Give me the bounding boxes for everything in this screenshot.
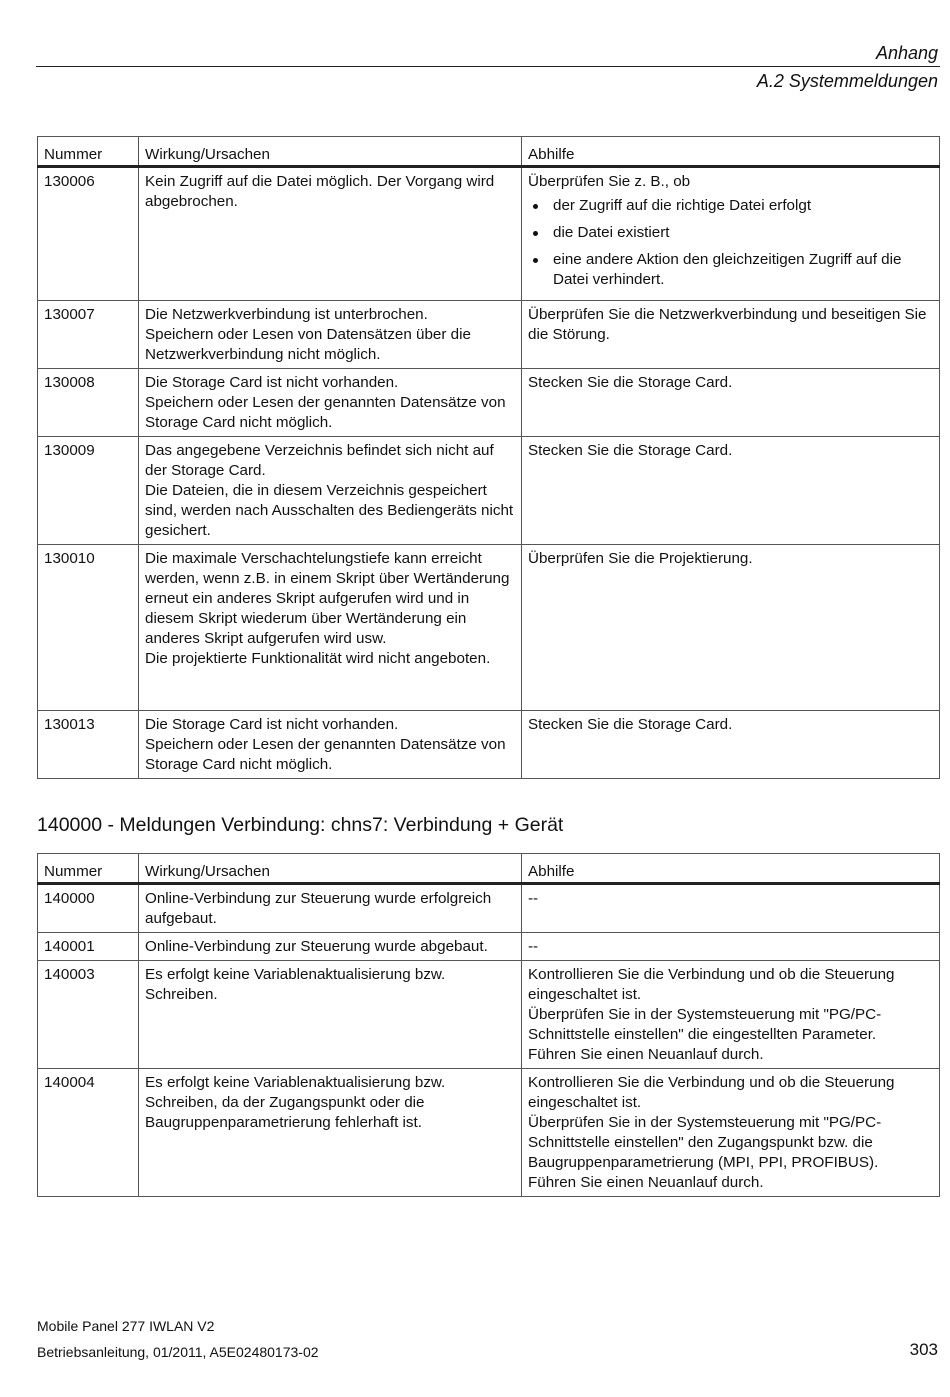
message-number: 130007 [38, 301, 139, 369]
remedy-text: Stecken Sie die Storage Card. [528, 716, 733, 733]
table-header-row [38, 137, 940, 167]
message-cause [139, 301, 522, 369]
header-divider [36, 66, 940, 67]
cause-text: Das angegebene Verzeichnis befindet sich nicht auf der Storage Card. [145, 442, 494, 479]
system-messages-table-130000 [37, 136, 940, 779]
message-number: 140001 [38, 933, 139, 961]
cause-text: Speichern oder Lesen der genannten Datensätze von Storage Card nicht möglich. [145, 394, 506, 431]
section-heading: 140000 - Meldungen Verbindung: chns7: Verbindung + Gerät [37, 814, 564, 836]
table-row [38, 301, 940, 369]
remedy-text: Überprüfen Sie in der Systemsteuerung mit "PG/PC-Schnittstelle einstellen" die eingestellten Parameter. [528, 1006, 882, 1043]
remedy-text: Führen Sie einen Neuanlauf durch. [528, 1046, 764, 1063]
message-cause [139, 437, 522, 545]
column-header-cause: Wirkung/Ursachen [139, 137, 522, 167]
remedy-text: Überprüfen Sie in der Systemsteuerung mit "PG/PC-Schnittstelle einstellen" den Zugangspunkt bzw. die Baugruppenparametrierung (MPI, PPI, PROFIBUS). [528, 1114, 882, 1171]
remedy-text: Überprüfen Sie die Netzwerkverbindung und beseitigen Sie die Störung. [528, 306, 927, 343]
cause-text: Es erfolgt keine Variablenaktualisierung bzw. Schreiben. [145, 966, 446, 1003]
cause-text: Die maximale Verschachtelungstiefe kann erreicht werden, wenn z.B. in einem Skript über Wertänderung erneut ein anderes Skript aufgerufen wird und in diesem Skript wiederum über Wertänderung ein anderes Skript aufgerufen wird usw. [145, 550, 510, 647]
message-number: 130009 [38, 437, 139, 545]
table-row [38, 545, 940, 711]
message-cause [139, 961, 522, 1069]
remedy-text: -- [528, 890, 539, 907]
message-remedy [522, 1069, 940, 1197]
cause-text: Die Storage Card ist nicht vorhanden. [145, 716, 399, 733]
table-row [38, 884, 940, 933]
footer-document-info: Betriebsanleitung, 01/2011, A5E02480173-02 [37, 1344, 319, 1360]
list-item: eine andere Aktion den gleichzeitigen Zugriff auf die Datei verhindert. [553, 250, 933, 290]
remedy-text: Überprüfen Sie die Projektierung. [528, 550, 753, 567]
cause-text: Online-Verbindung zur Steuerung wurde abgebaut. [145, 938, 488, 955]
message-remedy [522, 961, 940, 1069]
message-number: 130010 [38, 545, 139, 711]
page-number: 303 [909, 1340, 938, 1359]
message-remedy [522, 711, 940, 779]
message-cause [139, 545, 522, 711]
table-header-row [38, 854, 940, 884]
remedy-text: Kontrollieren Sie die Verbindung und ob die Steuerung eingeschaltet ist. [528, 1074, 895, 1111]
message-remedy [522, 369, 940, 437]
message-number: 130008 [38, 369, 139, 437]
remedy-bullet-list [528, 196, 933, 290]
cause-text: Die Storage Card ist nicht vorhanden. [145, 374, 399, 391]
cause-text: Die Dateien, die in diesem Verzeichnis gespeichert sind, werden nach Ausschalten des Bediengeräts nicht gesichert. [145, 482, 514, 539]
running-header-chapter: Anhang [875, 43, 938, 63]
message-number: 140003 [38, 961, 139, 1069]
cause-text: Online-Verbindung zur Steuerung wurde erfolgreich aufgebaut. [145, 890, 492, 927]
cause-text: Es erfolgt keine Variablenaktualisierung bzw. Schreiben, da der Zugangspunkt oder die Baugruppenparametrierung fehlerhaft ist. [145, 1074, 446, 1131]
column-header-number: Nummer [38, 854, 139, 884]
remedy-text: -- [528, 938, 539, 955]
message-number: 130006 [38, 167, 139, 301]
remedy-text: Überprüfen Sie z. B., ob [528, 173, 691, 190]
table-row [38, 1069, 940, 1197]
message-cause [139, 884, 522, 933]
column-header-remedy: Abhilfe [522, 854, 940, 884]
message-remedy [522, 545, 940, 711]
message-remedy [522, 884, 940, 933]
message-remedy [522, 933, 940, 961]
table-row [38, 437, 940, 545]
cause-text: Die Netzwerkverbindung ist unterbrochen. [145, 306, 428, 323]
message-cause [139, 933, 522, 961]
list-item: die Datei existiert [553, 223, 933, 243]
remedy-text: Stecken Sie die Storage Card. [528, 374, 733, 391]
list-item: der Zugriff auf die richtige Datei erfolgt [553, 196, 933, 216]
message-remedy [522, 167, 940, 301]
message-remedy [522, 301, 940, 369]
remedy-text: Kontrollieren Sie die Verbindung und ob die Steuerung eingeschaltet ist. [528, 966, 895, 1003]
remedy-text: Stecken Sie die Storage Card. [528, 442, 733, 459]
cause-text: Die projektierte Funktionalität wird nicht angeboten. [145, 650, 491, 667]
message-number: 140000 [38, 884, 139, 933]
table-row [38, 933, 940, 961]
message-number: 140004 [38, 1069, 139, 1197]
message-cause [139, 711, 522, 779]
cause-text: Speichern oder Lesen der genannten Datensätze von Storage Card nicht möglich. [145, 736, 506, 773]
table-row [38, 711, 940, 779]
message-cause [139, 369, 522, 437]
running-header-section: A.2 Systemmeldungen [756, 71, 938, 91]
message-cause [139, 167, 522, 301]
table-row [38, 961, 940, 1069]
cause-text: Kein Zugriff auf die Datei möglich. Der Vorgang wird abgebrochen. [145, 173, 495, 210]
message-number: 130013 [38, 711, 139, 779]
table-row [38, 167, 940, 301]
footer-product-name: Mobile Panel 277 IWLAN V2 [37, 1318, 215, 1334]
cause-text: Speichern oder Lesen von Datensätzen über die Netzwerkverbindung nicht möglich. [145, 326, 471, 363]
remedy-text: Führen Sie einen Neuanlauf durch. [528, 1174, 764, 1191]
table-row [38, 369, 940, 437]
column-header-number: Nummer [38, 137, 139, 167]
column-header-remedy: Abhilfe [522, 137, 940, 167]
column-header-cause: Wirkung/Ursachen [139, 854, 522, 884]
message-remedy [522, 437, 940, 545]
system-messages-table-140000 [37, 853, 940, 1197]
message-cause [139, 1069, 522, 1197]
